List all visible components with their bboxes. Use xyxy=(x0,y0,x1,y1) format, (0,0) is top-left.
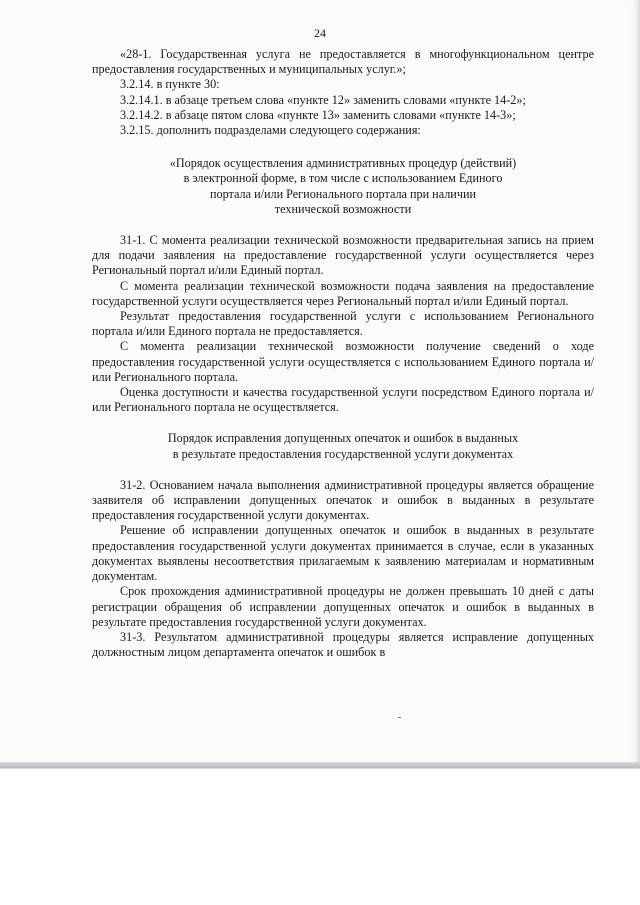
scan-speck xyxy=(398,717,401,718)
paragraph: Решение об исправлении допущенных опечаток и ошибок в выданных в результате предоставления государственной услуги документах принимается в случае, если в указанных документах выявлены несоответствия прилагаемым к заявлению материалам и нормативным документам. xyxy=(92,523,594,584)
paragraph-3-2-14-2: 3.2.14.2. в абзаце пятом слова «пункте 13» заменить словами «пункте 14-3»; xyxy=(120,107,516,122)
heading-line: в электронной форме, в том числе с использованием Единого xyxy=(183,171,503,186)
paragraph: С момента реализации технической возможности получение сведений о ходе предоставления государственной услуги осуществляется с использованием Единого портала и/или Регионального портала. xyxy=(92,339,594,384)
paragraph-31-2: 31-2. Основанием начала выполнения административной процедуры является обращение заявителя об исправлении допущенных опечаток и ошибок в выданных в результате предоставления государственной услуги документах. xyxy=(92,477,594,523)
heading-line: портала и/или Регионального портала при наличии xyxy=(209,186,476,201)
paragraph-28-1: «28-1. Государственная услуга не предоставляется в многофункциональном центре предоставления государственных и муниципальных услуг.»; xyxy=(92,47,594,77)
heading-line: «Порядок осуществления административных процедур (действий) xyxy=(169,156,517,171)
paragraph: Срок прохождения административной процедуры не должен превышать 10 дней с даты регистрации обращения об исправлении допущенных опечаток и ошибок в выданных в результате предоставления государственной услуги документах. xyxy=(92,584,594,629)
section-heading-electronic-procedures xyxy=(92,156,594,217)
scan-edge-shadow xyxy=(0,762,640,768)
paragraph: Результат предоставления государственной услуги с использованием Регионального портала и/или Единого портала не предоставляется. xyxy=(92,309,594,339)
paragraph-31-1: 31-1. С момента реализации технической возможности предварительная запись на прием для подачи заявления на предоставление государственной услуги осуществляется через Региональный портал и/или Единый портал. xyxy=(92,233,594,278)
paragraph-3-2-14-1: 3.2.14.1. в абзаце третьем слова «пункте 12» заменить словами «пункте 14-2»; xyxy=(120,92,526,107)
document-body xyxy=(92,47,594,660)
paragraph-31-3: 31-3. Результатом административной процедуры является исправление допущенных должностным лицом департамента опечаток и ошибок в xyxy=(92,629,594,660)
paragraph: С момента реализации технической возможности подача заявления на предоставление государственной услуги осуществляется через Региональный портал и/или Единый портал. xyxy=(92,278,594,308)
heading-line: Порядок исправления допущенных опечаток и ошибок в выданных xyxy=(167,431,519,446)
page-number: 24 xyxy=(314,26,326,40)
paragraph-3-2-15: 3.2.15. дополнить подразделами следующего содержания: xyxy=(120,123,421,138)
paragraph-3-2-14: 3.2.14. в пункте 30: xyxy=(120,77,220,92)
section-heading-error-correction xyxy=(92,431,594,461)
paragraph: Оценка доступности и качества государственной услуги посредством Единого портала и/или Регионального портала не осуществляется. xyxy=(92,385,594,415)
heading-line: технической возможности xyxy=(274,201,412,216)
heading-line: в результате предоставления государственной услуги документах xyxy=(172,446,514,461)
